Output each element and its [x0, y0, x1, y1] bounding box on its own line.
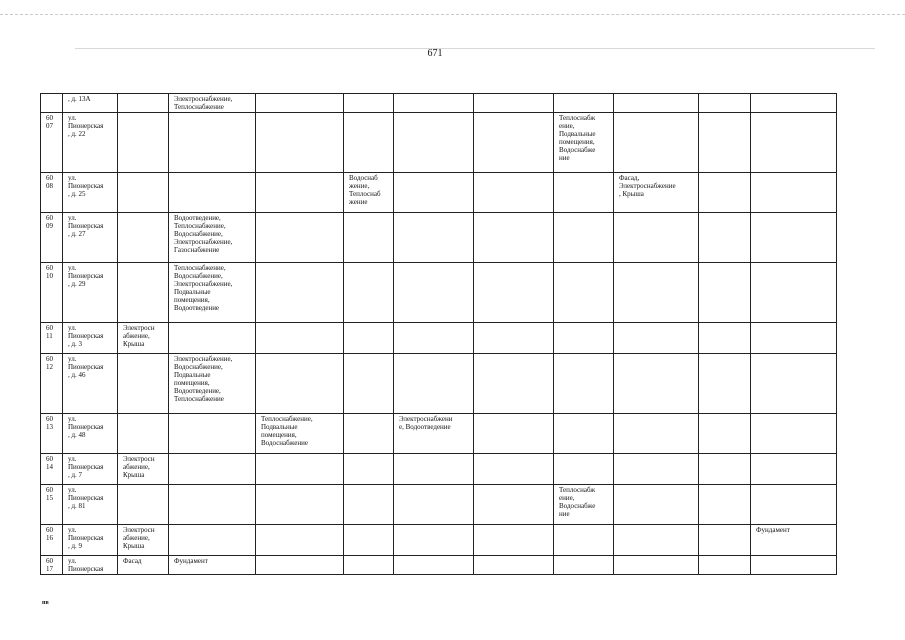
cell-c8 — [614, 113, 699, 173]
cell-c1: Электросн абжение, Крыша — [118, 454, 169, 485]
cell-address: ул. Пионерская , д. 7 — [63, 454, 118, 485]
cell-c5 — [394, 213, 474, 263]
cell-c7 — [554, 173, 614, 213]
cell-c6 — [474, 354, 554, 414]
cell-c7 — [554, 354, 614, 414]
cell-c3 — [256, 263, 344, 323]
cell-c4 — [344, 454, 394, 485]
cell-c4 — [344, 94, 394, 113]
cell-c9 — [699, 354, 751, 414]
cell-address: ул. Пионерская , д. 9 — [63, 525, 118, 556]
cell-c3: Теплоснабжение, Подвальные помещения, Водоснабжение — [256, 414, 344, 454]
page-number: 671 — [427, 48, 443, 59]
cell-c5: Электроснабжени е, Водоотведение — [394, 414, 474, 454]
cell-c6 — [474, 525, 554, 556]
cell-c6 — [474, 323, 554, 354]
cell-number: 60 09 — [41, 213, 63, 263]
works-table — [40, 93, 837, 575]
cell-c3 — [256, 213, 344, 263]
table-row — [41, 113, 837, 173]
cell-c5 — [394, 113, 474, 173]
cell-number: 60 08 — [41, 173, 63, 213]
cell-number: 60 11 — [41, 323, 63, 354]
cell-c9 — [699, 263, 751, 323]
cell-address: ул. Пионерская , д. 27 — [63, 213, 118, 263]
cell-c1 — [118, 414, 169, 454]
cell-number: 60 12 — [41, 354, 63, 414]
cell-c9 — [699, 173, 751, 213]
cell-number: 60 14 — [41, 454, 63, 485]
cell-c5 — [394, 94, 474, 113]
table-row — [41, 173, 837, 213]
cell-c2 — [169, 113, 256, 173]
cell-c8 — [614, 94, 699, 113]
cell-c7 — [554, 94, 614, 113]
cell-c1 — [118, 263, 169, 323]
cell-c2 — [169, 485, 256, 525]
cell-c10 — [751, 173, 837, 213]
table-row — [41, 213, 837, 263]
table-body — [41, 94, 837, 575]
cell-c4 — [344, 556, 394, 575]
cell-c6 — [474, 263, 554, 323]
cell-address: ул. Пионерская , д. 3 — [63, 323, 118, 354]
cell-c5 — [394, 525, 474, 556]
cell-c9 — [699, 414, 751, 454]
cell-c10 — [751, 323, 837, 354]
cell-c10 — [751, 485, 837, 525]
cell-c2 — [169, 323, 256, 354]
cell-number: 60 13 — [41, 414, 63, 454]
cell-address: ул. Пионерская , д. 25 — [63, 173, 118, 213]
cell-c5 — [394, 454, 474, 485]
cell-c8 — [614, 354, 699, 414]
cell-c3 — [256, 323, 344, 354]
cell-c5 — [394, 354, 474, 414]
cell-c3 — [256, 454, 344, 485]
cell-c1 — [118, 113, 169, 173]
cell-c2 — [169, 414, 256, 454]
cell-c9 — [699, 94, 751, 113]
cell-c2 — [169, 454, 256, 485]
cell-c5 — [394, 485, 474, 525]
cell-c7 — [554, 454, 614, 485]
table-row — [41, 323, 837, 354]
cell-c9 — [699, 525, 751, 556]
cell-c8 — [614, 454, 699, 485]
cell-c1: Электросн абжение, Крыша — [118, 323, 169, 354]
cell-c6 — [474, 113, 554, 173]
scan-noise-top — [0, 14, 905, 15]
cell-c7: Теплоснабж ение, Водоснабже ние — [554, 485, 614, 525]
cell-c5 — [394, 323, 474, 354]
cell-c6 — [474, 94, 554, 113]
cell-c7 — [554, 414, 614, 454]
cell-c8 — [614, 263, 699, 323]
cell-c7 — [554, 213, 614, 263]
cell-number: 60 10 — [41, 263, 63, 323]
cell-address: ул. Пионерская , д. 81 — [63, 485, 118, 525]
cell-c6 — [474, 454, 554, 485]
cell-c4 — [344, 354, 394, 414]
cell-c1 — [118, 354, 169, 414]
table-row — [41, 454, 837, 485]
cell-c2: Водоотведение, Теплоснабжение, Водоснабжение, Электроснабжение, Газоснабжение — [169, 213, 256, 263]
table-row — [41, 414, 837, 454]
cell-c6 — [474, 414, 554, 454]
cell-address: ул. Пионерская , д. 22 — [63, 113, 118, 173]
cell-c10 — [751, 213, 837, 263]
cell-address: ул. Пионерская , д. 29 — [63, 263, 118, 323]
cell-c1: Фасад — [118, 556, 169, 575]
footer-mark: пв — [42, 600, 49, 606]
cell-c2: Теплоснабжение, Водоснабжение, Электроснабжение, Подвальные помещения, Водоотведение — [169, 263, 256, 323]
cell-c8 — [614, 485, 699, 525]
cell-c4 — [344, 323, 394, 354]
cell-address: , д. 13А — [63, 94, 118, 113]
cell-c6 — [474, 173, 554, 213]
cell-c10: Фундамент — [751, 525, 837, 556]
cell-c7 — [554, 525, 614, 556]
cell-c10 — [751, 94, 837, 113]
cell-c1 — [118, 94, 169, 113]
cell-c3 — [256, 485, 344, 525]
cell-c10 — [751, 354, 837, 414]
cell-number: 60 15 — [41, 485, 63, 525]
cell-c1: Электросн абжение, Крыша — [118, 525, 169, 556]
cell-c5 — [394, 263, 474, 323]
cell-c10 — [751, 556, 837, 575]
cell-c9 — [699, 323, 751, 354]
cell-c4: Водоснаб жение, Теплоснаб жение — [344, 173, 394, 213]
cell-c3 — [256, 525, 344, 556]
cell-c2: Электроснабжение, Водоснабжение, Подвальные помещения, Водоотведение, Теплоснабжение — [169, 354, 256, 414]
cell-address: ул. Пионерская , д. 46 — [63, 354, 118, 414]
cell-c3 — [256, 354, 344, 414]
cell-c1 — [118, 485, 169, 525]
cell-c4 — [344, 525, 394, 556]
cell-c9 — [699, 213, 751, 263]
cell-c8 — [614, 323, 699, 354]
cell-c10 — [751, 263, 837, 323]
cell-c1 — [118, 173, 169, 213]
cell-c4 — [344, 485, 394, 525]
cell-c6 — [474, 556, 554, 575]
cell-c3 — [256, 173, 344, 213]
cell-c9 — [699, 454, 751, 485]
cell-number: 60 17 — [41, 556, 63, 575]
cell-c3 — [256, 113, 344, 173]
cell-c9 — [699, 113, 751, 173]
cell-number — [41, 94, 63, 113]
table-row — [41, 485, 837, 525]
cell-c7 — [554, 263, 614, 323]
cell-c4 — [344, 414, 394, 454]
cell-c4 — [344, 263, 394, 323]
cell-c8: Фасад, Электроснабжение , Крыша — [614, 173, 699, 213]
cell-c4 — [344, 113, 394, 173]
cell-c10 — [751, 454, 837, 485]
cell-c7 — [554, 323, 614, 354]
table-row — [41, 94, 837, 113]
cell-c7: Теплоснабж ение, Подвальные помещения, Водоснабже ние — [554, 113, 614, 173]
table-row — [41, 525, 837, 556]
table-row — [41, 263, 837, 323]
cell-c2: Электроснабжение, Теплоснабжение — [169, 94, 256, 113]
cell-c7 — [554, 556, 614, 575]
cell-address: ул. Пионерская — [63, 556, 118, 575]
cell-number: 60 16 — [41, 525, 63, 556]
cell-c10 — [751, 414, 837, 454]
cell-number: 60 07 — [41, 113, 63, 173]
cell-c2 — [169, 525, 256, 556]
cell-c2 — [169, 173, 256, 213]
cell-c3 — [256, 556, 344, 575]
cell-c8 — [614, 213, 699, 263]
table-row — [41, 354, 837, 414]
cell-c1 — [118, 213, 169, 263]
cell-c8 — [614, 556, 699, 575]
cell-c4 — [344, 213, 394, 263]
cell-c2: Фундамент — [169, 556, 256, 575]
cell-c8 — [614, 525, 699, 556]
table-row — [41, 556, 837, 575]
cell-c9 — [699, 485, 751, 525]
cell-c8 — [614, 414, 699, 454]
cell-c6 — [474, 485, 554, 525]
cell-c5 — [394, 173, 474, 213]
cell-c3 — [256, 94, 344, 113]
cell-c6 — [474, 213, 554, 263]
cell-c10 — [751, 113, 837, 173]
cell-c9 — [699, 556, 751, 575]
cell-c5 — [394, 556, 474, 575]
cell-address: ул. Пионерская , д. 48 — [63, 414, 118, 454]
